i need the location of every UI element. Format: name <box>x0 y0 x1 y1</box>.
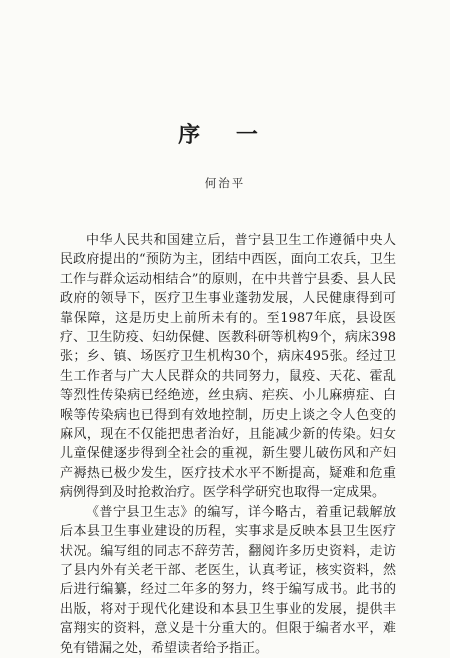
paragraph: 中华人民共和国建立后，普宁县卫生工作遵循中央人民政府提出的“预防为主，团结中西医，面向工农兵，卫生工作与群众运动相结合”的原则，在中共普宁县委、县人民政府的领导下，医疗卫生事业蓬勃发展，人民健康得到可靠保障，这是历史上前所未有的。至1987年底，县设医疗、卫生防疫、妇幼保健、医教科研等机构9个，病床398张；乡、镇、场医疗卫生机构30个，病床495张。经过卫生工作者与广大人民群众的共同努力，鼠疫、天花、霍乱等烈性传染病已经绝迹，丝虫病、疟疾、小儿麻痹症、白喉等传染病也已得到有效地控制，历史上谈之令人色变的麻风，现在不仅能把患者治好，且能减少新的传染。妇女儿童保健逐步得到全社会的重视，新生婴儿破伤风和产妇产褥热已极少发生，医疗技术水平不断提高，疑难和危重病例得到及时抢救治疗。医学科学研究也取得一定成果。 <box>60 233 396 501</box>
paragraph: 《普宁县卫生志》的编写，详今略古，着重记载解放后本县卫生事业建设的历程，实事求是反映本县卫生医疗状况。编写组的同志不辞劳苦，翻阅许多历史资料，走访了县内外有关老干部、老医生，认真考证，核实资料，然后进行编纂，经过二年多的努力，终于编写成书。此书的出版，将对于现代化建设和本县卫生事业的发展，提供丰富翔实的资料，意义是十分重大的。但限于编者水平，难免有错漏之处，希望读者给予指正。 <box>60 504 396 656</box>
page-title: 序 一 <box>178 122 272 148</box>
body-text <box>60 231 396 658</box>
author-name: 何治平 <box>204 176 246 190</box>
